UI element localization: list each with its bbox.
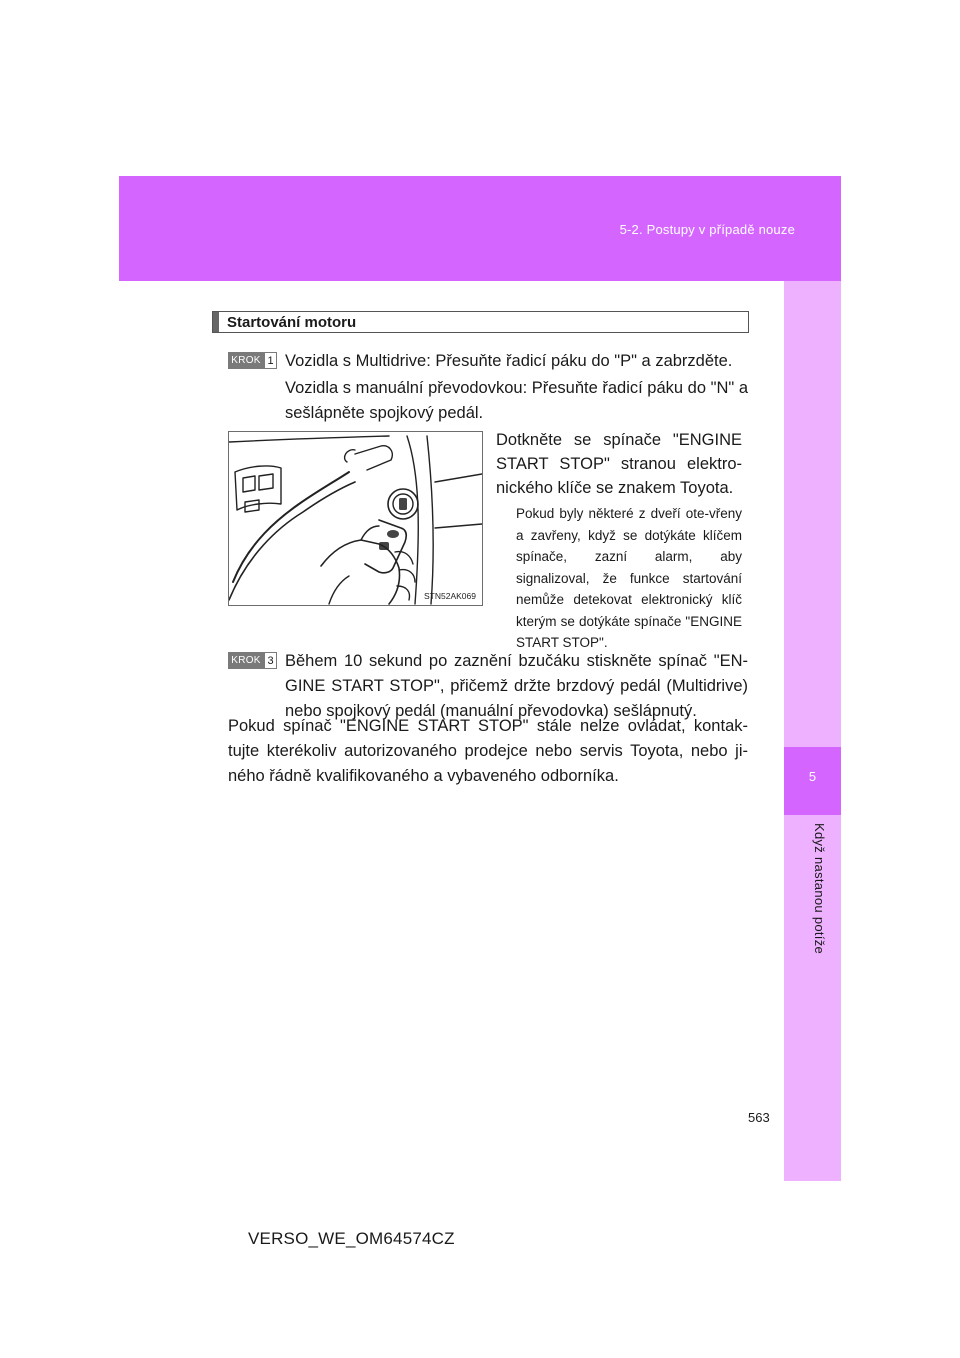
step-badge-word: KROK [228, 652, 264, 669]
illustration-code: STN52AK069 [424, 591, 476, 601]
step-2-note: Pokud byly některé z dveří ote-vřeny a zavřeny, když se dotýkáte klíčem spínače, zazní alarm, aby signalizoval, že funkce startování nemůže detekovat elektronický klíč kterým se dotýkáte spínače "ENGINE START STOP". [516, 506, 742, 650]
step-badge-number: 1 [264, 352, 277, 369]
chapter-number: 5 [808, 769, 817, 784]
step-1-line-1: Vozidla s Multidrive: Přesuňte řadicí páku do "P" a zabrzděte. [285, 352, 733, 370]
key-touch-drawing [229, 432, 482, 605]
chapter-title-vertical: Když nastanou potíže [812, 823, 827, 955]
section-heading [212, 311, 749, 333]
step-3-text: Během 10 sekund po zaznění bzučáku stiskněte spínač "EN-GINE START STOP", přičemž držte brzdový pedál (Multidrive) nebo spojkový pedál (manuální převodovka) sešlápnutý. [285, 652, 748, 720]
step-badge-word: KROK [228, 352, 264, 369]
page-number: 563 [748, 1110, 770, 1125]
step-1-badge [228, 352, 277, 369]
section-heading-text: Startování motoru [227, 314, 357, 331]
chapter-side-tab [784, 281, 841, 1181]
closing-paragraph: Pokud spínač "ENGINE START STOP" stále nelze ovládat, kontak-tujte kterékoliv autorizovaného prodejce nebo servis Toyota, nebo ji-ného řádně kvalifikovaného a vybaveného odborníka. [228, 717, 748, 785]
chapter-header-band [119, 176, 841, 281]
footer-document-code: VERSO_WE_OM64574CZ [248, 1229, 455, 1248]
key-touch-illustration [228, 431, 483, 606]
step-badge-number: 3 [264, 652, 277, 669]
step-2-text: Dotkněte se spínače "ENGINE START STOP" stranou elektro-nického klíče se znakem Toyota. [496, 431, 742, 497]
step-1-line-2: Vozidla s manuální převodovkou: Přesuňte řadicí páku do "N" a sešlápněte spojkový pedál. [285, 379, 748, 422]
chapter-number-box [784, 747, 841, 815]
section-title: 5-2. Postupy v případě nouze [619, 222, 795, 237]
step-3-badge [228, 652, 277, 669]
heading-accent [213, 312, 219, 332]
